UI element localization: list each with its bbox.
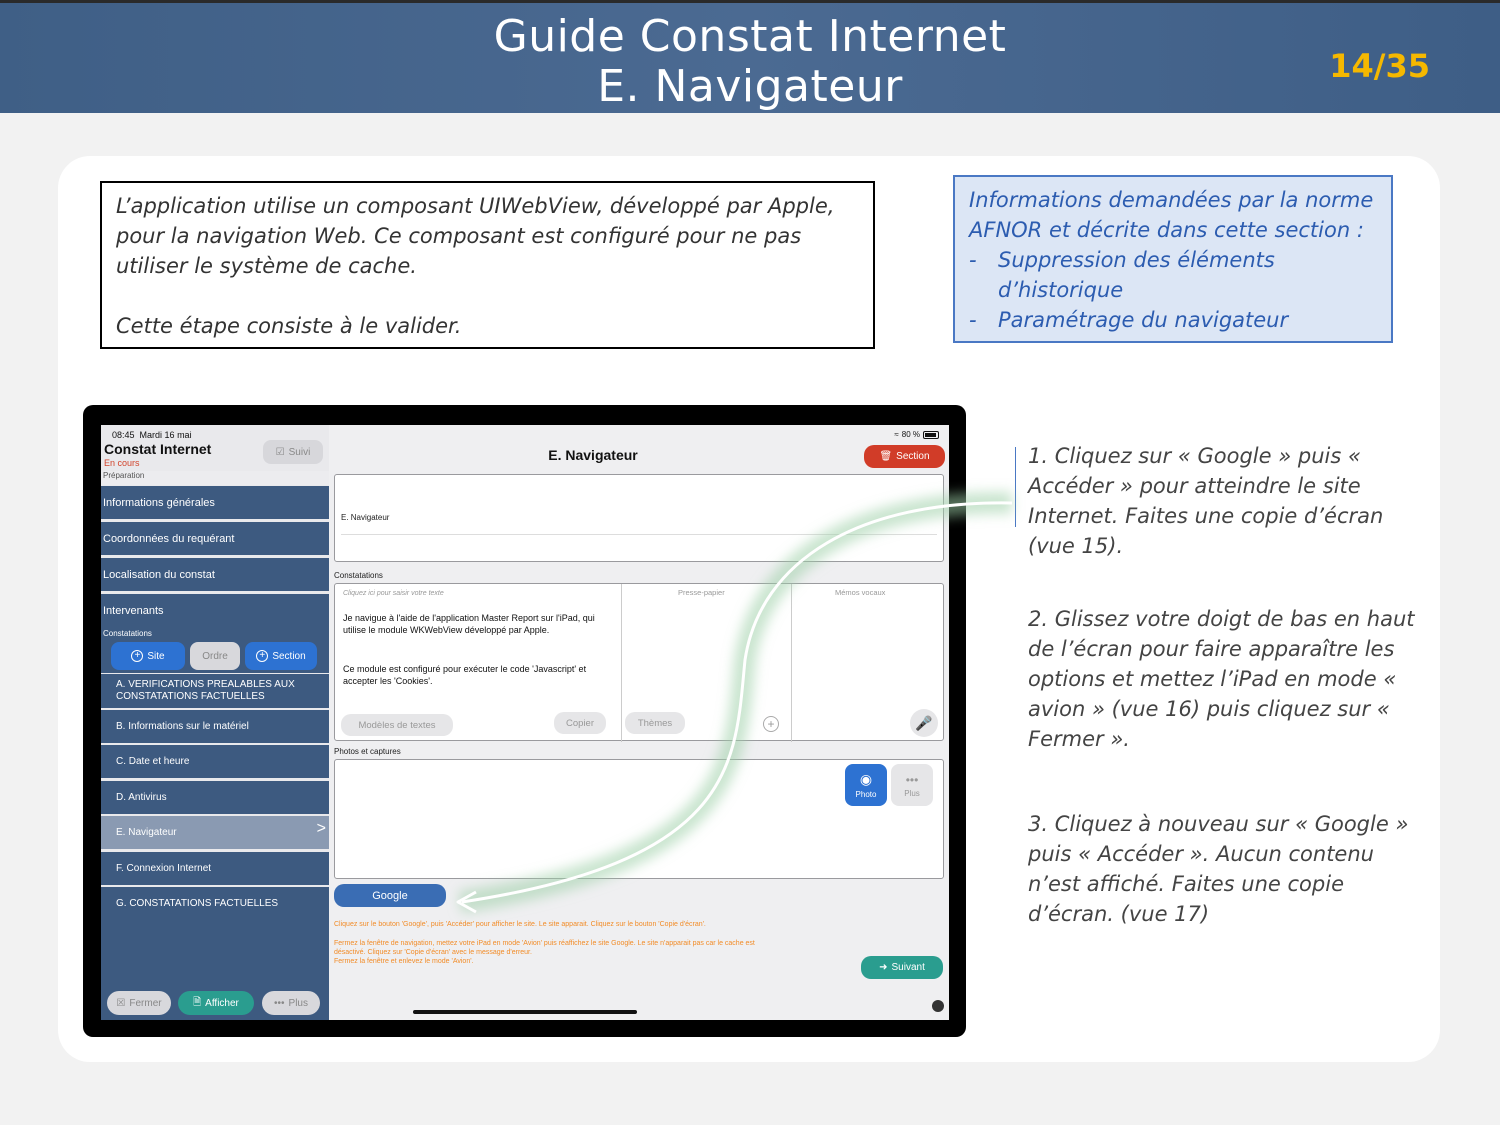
status-time: 08:45: [112, 430, 135, 440]
constatation-text-1[interactable]: Je navigue à l'aide de l'application Master Report sur l'iPad, qui utilise le module WKWebView développé par Apple.: [343, 613, 595, 635]
instruction-2-line2: désactivé. Cliquez sur 'Copie d'écran' avec le message d'erreur.: [334, 949, 532, 956]
photo-button[interactable]: [845, 764, 887, 806]
nav-section-e-label: E. Navigateur: [116, 826, 177, 838]
main-title: E. Navigateur: [548, 447, 638, 463]
plus-button[interactable]: [262, 991, 320, 1015]
google-button[interactable]: Google: [334, 884, 446, 907]
voice-memo-column-header: Mémos vocaux: [835, 588, 886, 597]
photo-more-label: Plus: [904, 788, 920, 798]
afficher-button[interactable]: [178, 991, 254, 1015]
ordre-button[interactable]: [190, 642, 240, 670]
battery-percent: 80 %: [901, 430, 920, 439]
step-marker-bar: [1015, 447, 1016, 527]
home-indicator: [413, 1010, 637, 1014]
instruction-2-line1: Fermez la fenêtre de navigation, mettez votre iPad en mode 'Avion' puis réaffichez le site Google. Le site n'apparait pas car le cache est: [334, 940, 755, 947]
nav-item-coordonnees[interactable]: Coordonnées du requérant: [101, 522, 329, 556]
nav-section-f[interactable]: F. Connexion Internet: [101, 852, 329, 886]
ipad-screen: [101, 425, 949, 1020]
photos-box: [334, 759, 944, 879]
wifi-icon: ≈: [894, 430, 899, 439]
status-bar-right: [894, 430, 939, 439]
section-label: Section: [272, 650, 306, 662]
text-templates-button[interactable]: Modèles de textes: [341, 714, 453, 736]
afnor-info-box: [953, 175, 1393, 343]
status-bar-time: [112, 430, 192, 440]
photos-heading: Photos et captures: [334, 747, 401, 756]
step-1: 1. Cliquez sur « Google » puis « Accéder » pour atteindre le site Internet. Faites une copie d’écran (vue 15).: [1028, 444, 1384, 558]
plus-circle-icon: +: [131, 650, 143, 662]
step-3: 3. Cliquez à nouveau sur « Google » puis « Accéder ». Aucun contenu n’est affiché. Faites une copie d’écran. (vue 17): [1028, 812, 1409, 926]
plus-label: Plus: [288, 997, 308, 1009]
copy-button[interactable]: Copier: [554, 712, 606, 734]
slide-title: Guide Constat Internet: [493, 11, 1007, 62]
bullet-dash: -: [969, 308, 977, 332]
add-site-button[interactable]: [111, 642, 185, 670]
suivi-label: Suivi: [288, 446, 311, 458]
site-label: Site: [147, 650, 165, 662]
bullet-dash: -: [969, 248, 977, 272]
app-main: [329, 425, 949, 1020]
section-name-value: E. Navigateur: [341, 513, 390, 522]
ordre-label: Ordre: [202, 650, 228, 662]
nav-section-b[interactable]: B. Informations sur le matériel: [101, 710, 329, 744]
afnor-info-item-text: Paramétrage du navigateur: [998, 308, 1289, 332]
slide-header: [0, 0, 1500, 113]
more-dots-icon: •••: [274, 997, 285, 1009]
app-sidebar: [101, 425, 329, 1020]
constatations-heading: Constatations: [334, 571, 383, 580]
instruction-2-line3: Fermez la fenêtre et enlevez le mode 'Avion'.: [334, 958, 474, 965]
assistive-icon: [932, 1000, 944, 1012]
constatations-label: Constatations: [103, 629, 152, 638]
microphone-icon[interactable]: 🎤: [910, 709, 938, 737]
text-placeholder: Cliquez ici pour saisir votre texte: [343, 590, 444, 597]
afficher-label: Afficher: [205, 997, 239, 1009]
nav-item-intervenants[interactable]: Intervenants: [101, 594, 329, 628]
intro-box: [100, 181, 875, 349]
intro-paragraph-1: L’application utilise un composant UIWebView, développé par Apple, pour la navigation Web. Ce composant est configuré pour ne pas utiliser le système de cache.: [116, 194, 835, 278]
battery-icon: [923, 431, 939, 439]
nav-item-informations-generales[interactable]: Informations générales: [101, 486, 329, 520]
nav-section-c[interactable]: C. Date et heure: [101, 745, 329, 779]
page-counter: 14/35: [1329, 47, 1430, 85]
constatation-text-2[interactable]: Ce module est configuré pour exécuter le code 'Javascript' et accepter les 'Cookies'.: [343, 664, 587, 686]
afnor-info-heading: Informations demandées par la norme AFNOR et décrite dans cette section :: [969, 188, 1374, 242]
app-title: Constat Internet: [104, 441, 212, 457]
camera-icon: ◉: [859, 771, 873, 787]
add-section-button[interactable]: [245, 642, 317, 670]
slide-subtitle: E. Navigateur: [597, 61, 903, 112]
step-2: 2. Glissez votre doigt de bas en haut de l’écran pour faire apparaître les options et mettez l’iPad en mode « avion » (vue 16) puis cliquez sur « Fermer ».: [1028, 607, 1415, 751]
afnor-info-item: [969, 245, 1377, 305]
column-divider: [621, 584, 622, 742]
close-box-icon: ☒: [116, 997, 126, 1009]
suivant-label: Suivant: [891, 962, 925, 973]
plus-circle-icon: +: [256, 650, 268, 662]
trash-icon: 🗑: [879, 451, 893, 462]
nav-section-g[interactable]: G. CONSTATATIONS FACTUELLES: [101, 887, 329, 921]
field-divider: [341, 534, 937, 535]
fermer-button[interactable]: [107, 991, 171, 1015]
constatations-box: [334, 583, 944, 741]
suivant-button[interactable]: [861, 956, 943, 979]
nav-item-localisation[interactable]: Localisation du constat: [101, 558, 329, 592]
nav-section-d[interactable]: D. Antivirus: [101, 781, 329, 815]
intro-paragraph-2: Cette étape consiste à le valider.: [116, 314, 462, 338]
section-name-field[interactable]: [334, 474, 944, 562]
chevron-right-icon: >: [316, 820, 326, 837]
suivi-button[interactable]: [263, 440, 323, 464]
column-divider: [791, 584, 792, 742]
clipboard-check-icon: ☑: [275, 446, 285, 458]
section-button-label: Section: [896, 451, 930, 462]
document-icon: 🗎: [193, 996, 202, 1008]
clipboard-column-header: Presse-papier: [678, 588, 725, 597]
app-status: En cours: [104, 458, 140, 468]
delete-section-button[interactable]: [864, 445, 945, 468]
nav-section-e-active[interactable]: [101, 816, 329, 850]
afnor-info-item: [969, 305, 1377, 335]
photo-label: Photo: [855, 790, 877, 799]
afnor-info-item-text: Suppression des éléments d’historique: [998, 248, 1275, 302]
status-date: Mardi 16 mai: [139, 430, 192, 440]
preparation-label: Préparation: [101, 471, 329, 485]
arrow-right-circle-icon: ➜: [879, 962, 888, 973]
fermer-label: Fermer: [129, 997, 162, 1009]
instruction-1: Cliquez sur le bouton 'Google', puis 'Accéder' pour afficher le site. Le site apparait. Cliquez sur le bouton 'Copie d'écran'.: [334, 921, 706, 928]
themes-button[interactable]: Thèmes: [625, 712, 685, 734]
photo-more-button[interactable]: [891, 764, 933, 806]
more-dots-icon: •••: [905, 772, 919, 787]
add-clipboard-icon[interactable]: +: [763, 716, 779, 732]
nav-section-a[interactable]: A. VERIFICATIONS PREALABLES AUX CONSTATATIONS FACTUELLES: [101, 674, 329, 709]
